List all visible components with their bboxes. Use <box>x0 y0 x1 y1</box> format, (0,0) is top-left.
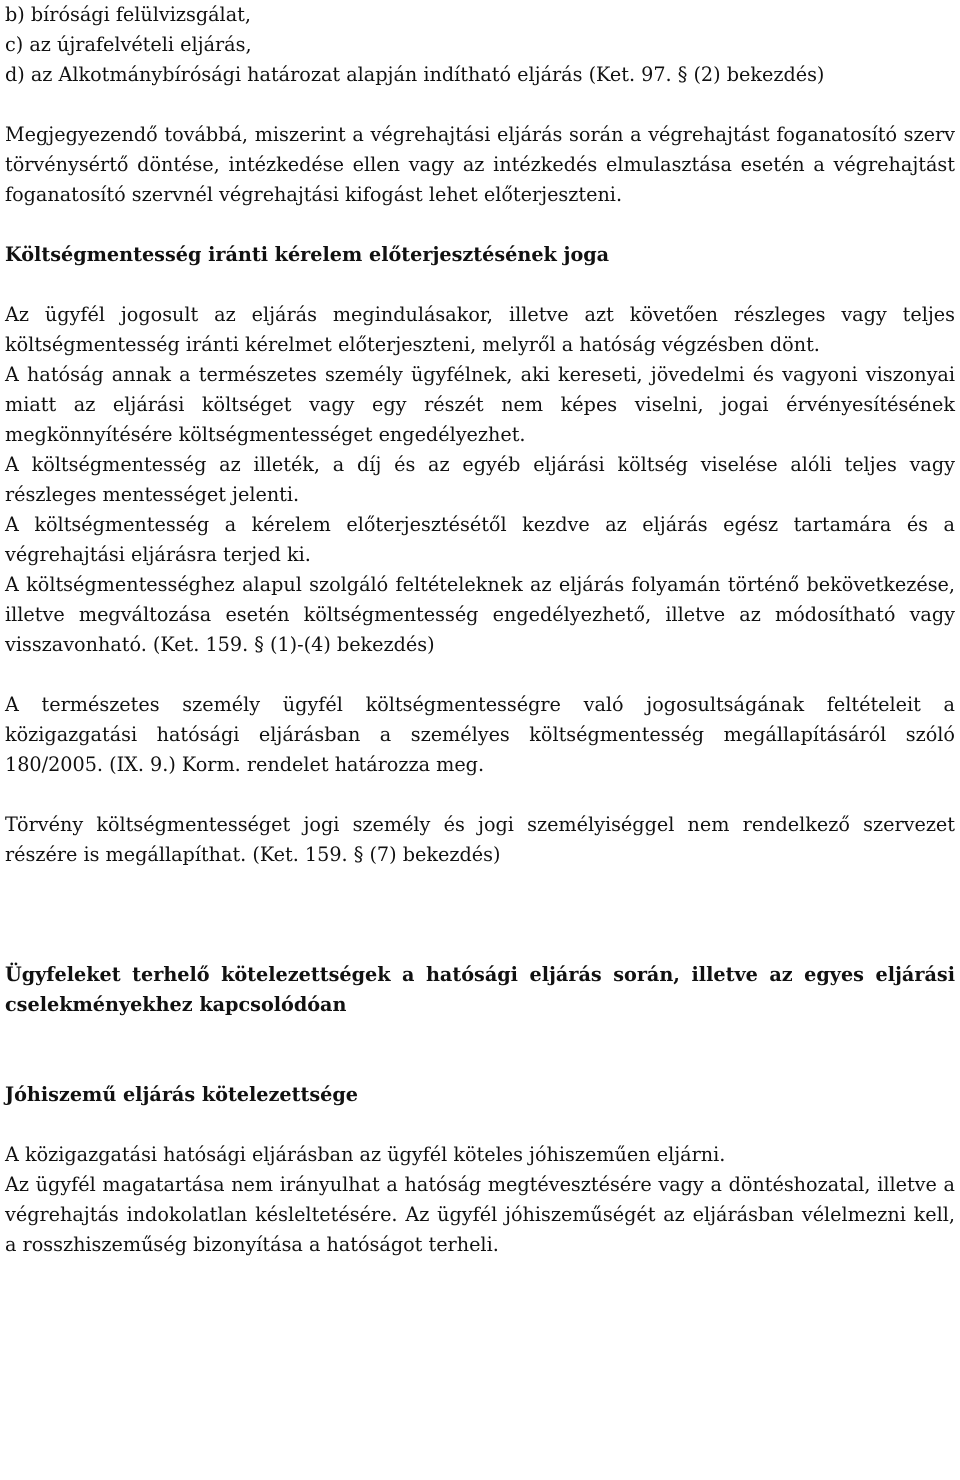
section-heading-johiszemu: Jóhiszemű eljárás kötelezettsége <box>5 1083 358 1106</box>
paragraph-magatartas: Az ügyfél magatartása nem irányulhat a hatóság megtévesztésére vagy a döntéshozatal, illetve a végrehajtás indokolatlan késleltetésére. Az ügyfél jóhiszeműségét az eljárásban vélelmezni kell, a rosszhiszeműség bizonyítása a hatóságot terheli. <box>5 1173 955 1256</box>
paragraph-feltetelek: A költségmentességhez alapul szolgáló feltételeknek az eljárás folyamán történő bekövetkezése, illetve megváltozása esetén költségmentesség engedélyezhető, illetve az módosítható vagy visszavonható. (Ket. 159. § (1)-(4) bekezdés) <box>5 573 955 656</box>
paragraph-termeszetes-szemely: A természetes személy ügyfél költségmentességre való jogosultságának feltételeit a közigazgatási hatósági eljárásban a személyes költségmentesség megállapításáról szóló 180/2005. (IX. 9.) Korm. rendelet határozza meg. <box>5 693 955 776</box>
section-heading-kotelezettsegek: Ügyfeleket terhelő kötelezettségek a hatósági eljárás során, illetve az egyes eljárási cselekményekhez kapcsolódóan <box>5 963 955 1016</box>
paragraph-ugyfel-jogosult: Az ügyfél jogosult az eljárás megindulásakor, illetve azt követően részleges vagy teljes költségmentesség iránti kérelmet előterjeszteni, melyről a hatóság végzésben dönt. <box>5 303 955 356</box>
list-item-b: b) bírósági felülvizsgálat, <box>5 3 251 26</box>
paragraph-kerelem: A költségmentesség a kérelem előterjesztésétől kezdve az eljárás egész tartamára és a végrehajtási eljárásra terjed ki. <box>5 513 955 566</box>
list-item-d: d) az Alkotmánybírósági határozat alapján indítható eljárás (Ket. 97. § (2) bekezdés) <box>5 63 825 86</box>
paragraph-koteles: A közigazgatási hatósági eljárásban az ügyfél köteles jóhiszeműen eljárni. <box>5 1143 726 1166</box>
paragraph-illetek: A költségmentesség az illeték, a díj és az egyéb eljárási költség viselése alóli teljes vagy részleges mentességet jelenti. <box>5 453 955 506</box>
list-item-c: c) az újrafelvételi eljárás, <box>5 33 252 56</box>
paragraph-megjegyzendo: Megjegyezendő továbbá, miszerint a végrehajtási eljárás során a végrehajtást foganatosító szerv törvénysértő döntése, intézkedése ellen vagy az intézkedés elmulasztása esetén a végrehajtást foganatosító szervnél végrehajtási kifogást lehet előterjeszteni. <box>5 123 955 206</box>
paragraph-hatosag-annak: A hatóság annak a természetes személy ügyfélnek, aki kereseti, jövedelmi és vagyoni viszonyai miatt az eljárási költséget vagy egy részét nem képes viselni, jogai érvényesítésének megkönnyítésére költségmentességet engedélyezhet. <box>5 363 955 446</box>
document-page <box>5 0 955 1260</box>
section-heading-koltsegmentesseg: Költségmentesség iránti kérelem előterjesztésének joga <box>5 243 610 266</box>
paragraph-torveny: Törvény költségmentességet jogi személy és jogi személyiséggel nem rendelkező szervezet részére is megállapíthat. (Ket. 159. § (7) bekezdés) <box>5 813 955 866</box>
